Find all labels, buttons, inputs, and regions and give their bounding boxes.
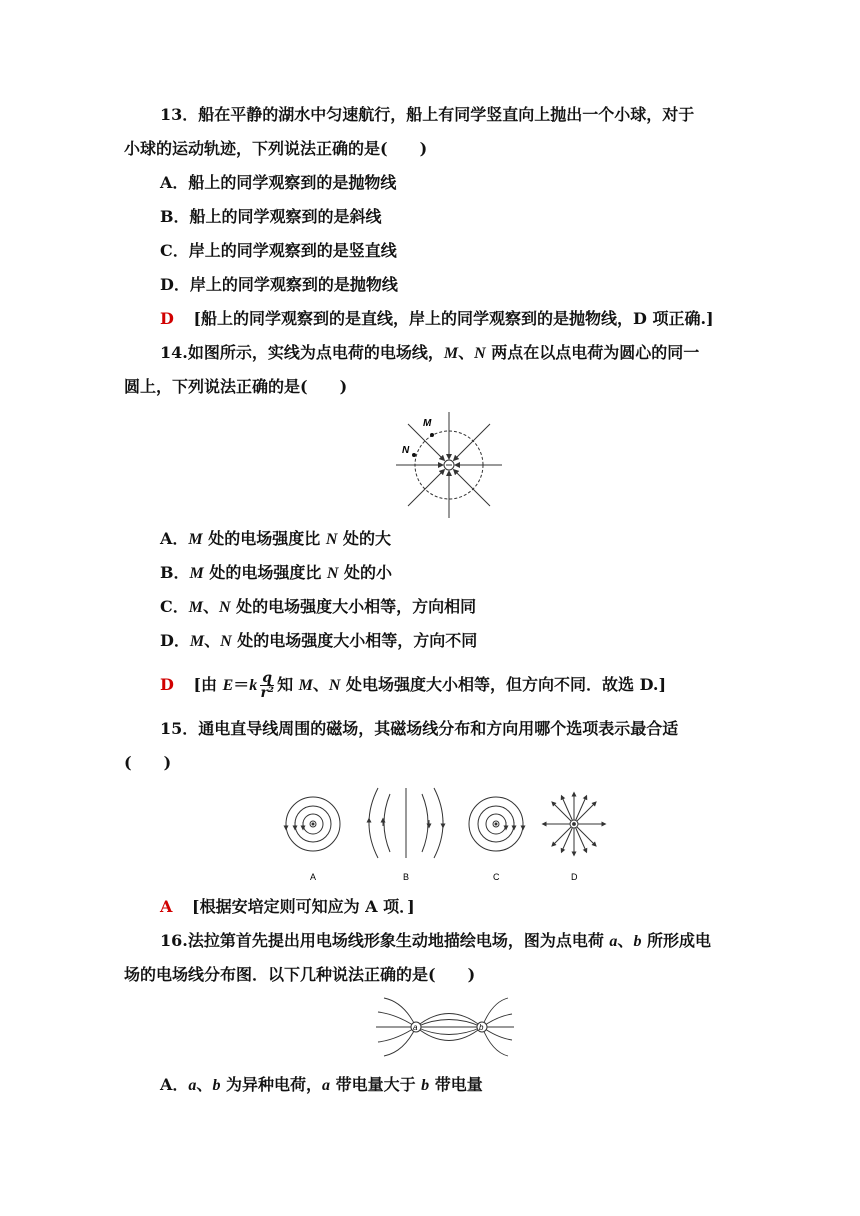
q14-stem-line2: 圆上，下列说法正确的是( )	[124, 377, 348, 396]
q14-answer-letter: D	[160, 675, 174, 694]
opt-prefix: D．	[160, 631, 190, 650]
q14-stem-text: 14.如图所示，实线为点电荷的电场线，	[160, 343, 444, 362]
q14-option-b	[160, 562, 392, 585]
q16-stem-text-end: 所形成电	[641, 931, 712, 950]
q15-magnetic-field-figure	[278, 786, 608, 886]
formula-k: k	[249, 677, 258, 694]
q16-stem-line1	[160, 930, 711, 953]
opt-a2: a	[322, 1077, 331, 1094]
q13-answer-letter: D	[160, 309, 174, 328]
q16-stem-a: a	[609, 933, 618, 950]
answer-m: M	[298, 677, 313, 694]
q14-stem-line1	[160, 342, 699, 365]
q13-answer	[160, 308, 714, 330]
q16-dipole-figure	[374, 994, 516, 1060]
opt-m: M	[189, 565, 204, 582]
q14-stem-m: M	[443, 345, 459, 362]
q13-option-d: D．岸上的同学观察到的是抛物线	[160, 275, 398, 294]
formula-fraction	[260, 671, 274, 700]
q16-stem-text: 16.法拉第首先提出用电场线形象生动地描绘电场，图为点电荷	[160, 931, 610, 950]
formula-e: E	[222, 677, 234, 694]
q13-option-c: C．岸上的同学观察到的是竖直线	[160, 241, 397, 260]
opt-sep: 、	[196, 1075, 213, 1094]
q14-answer-end: 处电场强度大小相等，但方向不同．故选 D.]	[340, 675, 667, 694]
q13-option-b: B．船上的同学观察到的是斜线	[160, 207, 382, 226]
opt-sep: 、	[202, 597, 219, 616]
option-c-diagram	[469, 797, 523, 851]
opt-text-end: 处的小	[338, 563, 393, 582]
q14-stem-n: N	[474, 345, 486, 362]
q14-answer	[160, 668, 666, 703]
q13-stem-line1: 13．船在平静的湖水中匀速航行，船上有同学竖直向上抛出一个小球，对于	[160, 105, 695, 124]
answer-n: N	[328, 677, 341, 694]
option-b-diagram	[369, 788, 443, 858]
label-n: N	[402, 445, 410, 456]
opt-prefix: C．	[160, 597, 189, 616]
opt-sep: 、	[204, 631, 221, 650]
q15-answer-letter: A	[160, 897, 173, 916]
opt-prefix: A．	[160, 1075, 189, 1094]
opt-n: N	[220, 633, 232, 650]
opt-text-end: 带电量	[429, 1075, 483, 1094]
opt-text-end: 处的电场强度大小相等，方向不同	[231, 631, 478, 650]
label-b: b	[479, 1023, 484, 1032]
q13-answer-explanation: [船上的同学观察到的是直线，岸上的同学观察到的是抛物线，D 项正确.]	[193, 309, 714, 328]
opt-text: 处的电场强度比	[203, 563, 327, 582]
option-a-diagram	[286, 797, 340, 851]
q16-option-a	[160, 1074, 483, 1097]
opt-m: M	[188, 599, 203, 616]
q14-option-d	[160, 630, 477, 653]
opt-text: 处的电场强度比	[202, 529, 326, 548]
opt-m: M	[188, 531, 203, 548]
opt-a: a	[188, 1077, 197, 1094]
opt-n: N	[219, 599, 231, 616]
q15-stem-line2: ( )	[124, 753, 172, 772]
label-a: a	[413, 1023, 418, 1032]
q13-stem-line2: 小球的运动轨迹，下列说法正确的是( )	[124, 139, 428, 158]
opt-text-end: 处的电场强度大小相等，方向相同	[230, 597, 477, 616]
q16-stem-line2: 场的电场线分布图．以下几种说法正确的是( )	[124, 965, 476, 984]
opt-text: 为异种电荷，	[220, 1075, 323, 1094]
point-n	[412, 453, 416, 457]
figure-label-d: D	[571, 872, 578, 882]
opt-m: M	[189, 633, 205, 650]
q14-stem-sep: 、	[458, 343, 475, 362]
dipole-field-lines	[376, 998, 514, 1056]
q14-stem-text-end: 两点在以点电荷为圆心的同一	[485, 343, 700, 362]
figure-label-c: C	[493, 872, 500, 882]
point-m	[430, 433, 434, 437]
opt-prefix: B．	[160, 563, 190, 582]
opt-text-end: 处的大	[337, 529, 391, 548]
formula-eq: ＝	[233, 675, 250, 694]
fraction-numerator: q	[262, 670, 273, 686]
q15-stem-line1: 15．通电直导线周围的磁场，其磁场线分布和方向用哪个选项表示最合适	[160, 719, 679, 738]
q14-option-a	[160, 528, 391, 551]
q15-answer-explanation: [根据安培定则可知应为 A 项．]	[192, 897, 415, 916]
q14-answer-mid: 知	[277, 675, 299, 694]
label-m: M	[423, 418, 432, 429]
q14-field-figure	[394, 410, 504, 520]
answer-sep: 、	[312, 675, 329, 694]
q14-option-c	[160, 596, 476, 619]
q16-stem-sep: 、	[617, 931, 634, 950]
opt-n: N	[325, 531, 338, 548]
figure-label-a: A	[310, 872, 317, 882]
opt-b2: b	[421, 1077, 430, 1094]
opt-text2: 带电量大于	[330, 1075, 422, 1094]
fraction-denominator: r²	[260, 685, 274, 701]
q14-answer-text: [由	[193, 675, 223, 694]
figure-label-b: B	[403, 872, 410, 882]
option-d-diagram	[544, 794, 604, 854]
q13-option-a: A．船上的同学观察到的是抛物线	[160, 173, 397, 192]
q15-answer	[160, 896, 415, 918]
opt-b: b	[212, 1077, 221, 1094]
opt-n: N	[326, 565, 339, 582]
q16-stem-b: b	[633, 933, 642, 950]
opt-prefix: A．	[160, 529, 189, 548]
